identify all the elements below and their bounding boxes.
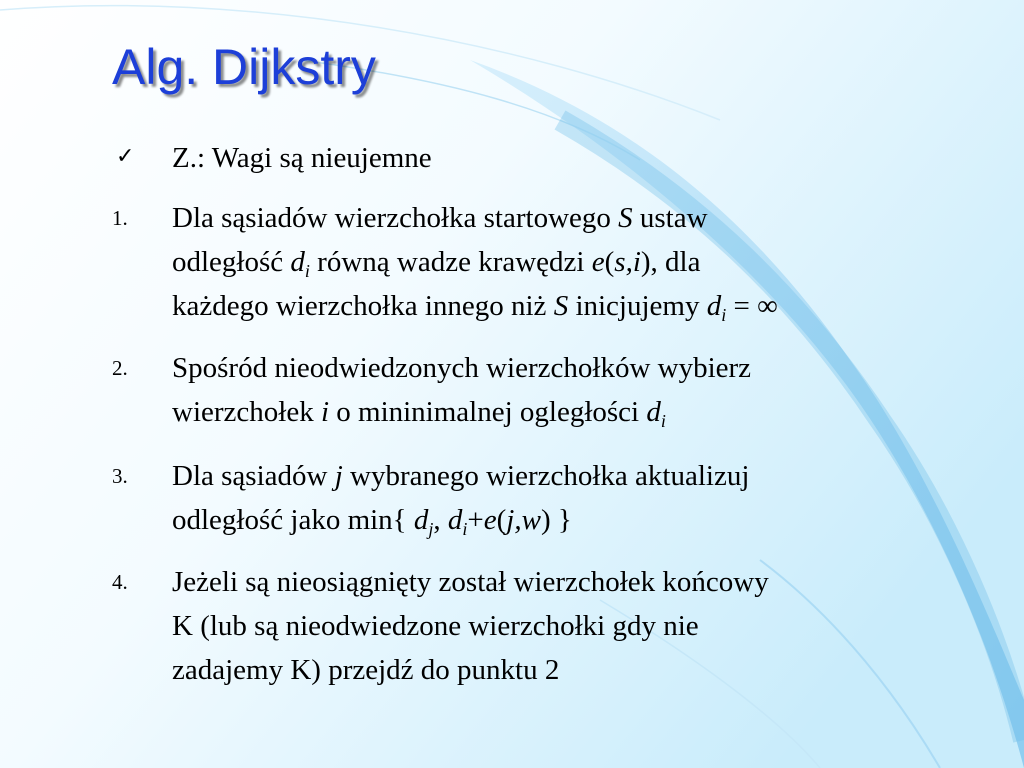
text-line: zadajemy K) przejdź do punktu 2	[172, 654, 560, 686]
slide-title: Alg. Dijkstry	[112, 39, 376, 95]
text-line: K (lub są nieodwiedzone wierzchołki gdy nie	[172, 610, 699, 642]
step-text	[172, 346, 1022, 434]
step-number: 1.	[112, 206, 128, 230]
step-number: 4.	[112, 570, 128, 594]
text-line: wierzchołek i o mininimalnej ogległości $d_i$	[172, 396, 666, 431]
step-number: 3.	[112, 464, 128, 488]
text-line: Jeżeli są nieosiągnięty został wierzchołek końcowy	[172, 566, 769, 598]
text-line: każdego wierzchołka innego niż S inicjujemy $d_i$ = ∞	[172, 290, 778, 325]
step-text	[172, 560, 1022, 692]
text-line: odległość $d_i$ równą wadze krawędzi e(s,i), dla	[172, 246, 701, 281]
text-line: Dla sąsiadów wierzchołka startowego S ustaw	[172, 202, 708, 234]
text-line: Spośród nieodwiedzonych wierzchołków wybierz	[172, 352, 752, 384]
checkmark-icon: ✓	[116, 144, 135, 169]
step-text	[172, 196, 1022, 328]
step-text	[172, 454, 1022, 542]
step-number: 2.	[112, 356, 128, 380]
text-line: odległość jako min{ $d_j$, $d_i+e(j,w)$ }	[172, 504, 572, 539]
text-line: Dla sąsiadów j wybranego wierzchołka aktualizuj	[172, 460, 750, 492]
bullet-text: Z.: Wagi są nieujemne	[172, 142, 432, 174]
